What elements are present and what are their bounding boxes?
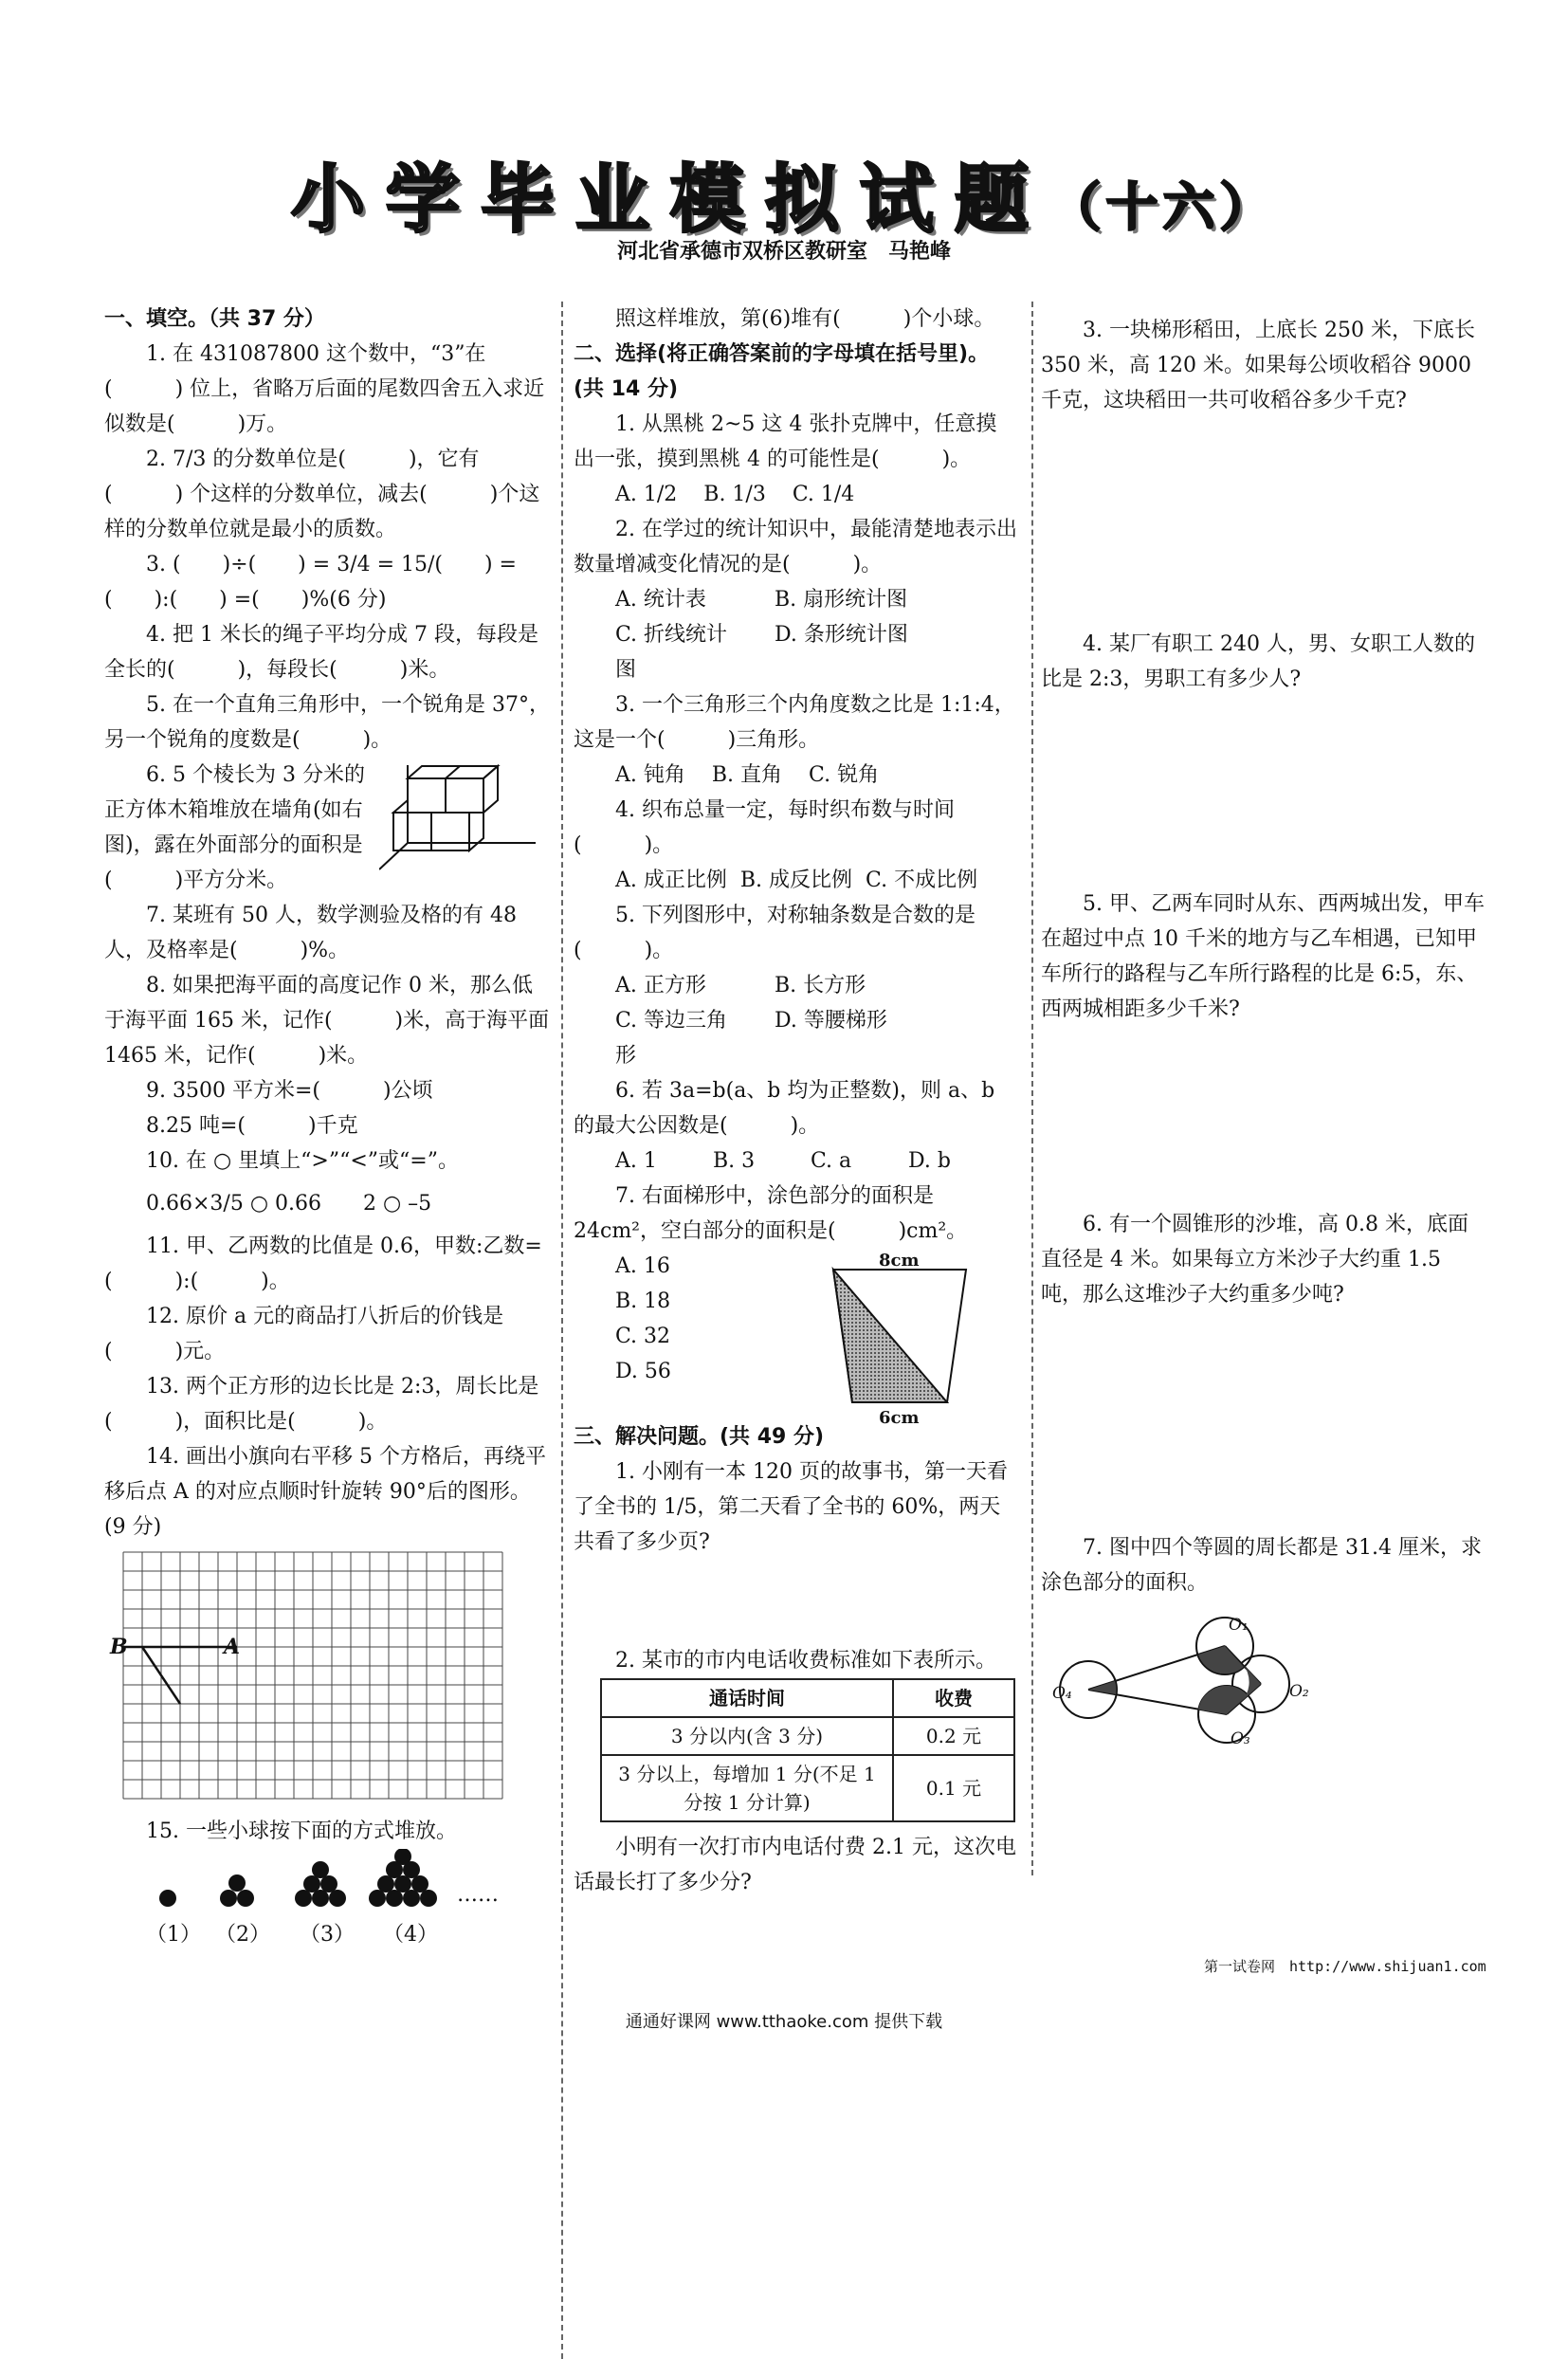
choice-5-options-b xyxy=(574,1003,1017,1073)
choice-7-options xyxy=(574,1249,824,1419)
option: A. 16 xyxy=(615,1254,670,1278)
question-1-15: 15. 一些小球按下面的方式堆放。 xyxy=(146,1820,457,1843)
cube-stack-figure xyxy=(379,758,540,871)
question-1-5: 5. 在一个直角三角形中，一个锐角是 37°，另一个锐角的度数是( )。 xyxy=(104,693,550,752)
problem-3: 3. 一块梯形稻田，上底长 250 米，下底长 350 米，高 120 米。如果每公顷收稻谷 9000 千克，这块稻田一共可收稻谷多少千克? xyxy=(1041,319,1475,412)
option: A. 成正比例 xyxy=(615,869,727,892)
o3-label: O₃ xyxy=(1231,1729,1250,1748)
column-1 xyxy=(104,302,550,1953)
top-base-label: 8cm xyxy=(879,1251,920,1271)
website-credit: 第一试卷网 http://www.shijuan1.com xyxy=(1204,1958,1486,1975)
option: C. 不成比例 xyxy=(866,869,978,892)
choice-4: 4. 织布总量一定，每时织布数与时间( )。 xyxy=(574,798,955,857)
choice-3: 3. 一个三角形三个内角度数之比是 1:1:4，这是一个( )三角形。 xyxy=(574,693,1015,752)
choice-7: 7. 右面梯形中，涂色部分的面积是 24cm²，空白部分的面积是( )cm²。 xyxy=(574,1184,968,1243)
option: A. 正方形 xyxy=(615,974,706,997)
page-title: 小学毕业模拟试题（十六） xyxy=(290,157,1277,243)
option: C. 锐角 xyxy=(809,763,880,787)
question-1-15-cont: 照这样堆放，第(6)堆有( )个小球。 xyxy=(615,307,995,331)
problem-6: 6. 有一个圆锥形的沙堆，高 0.8 米，底面直径是 4 米。如果每立方米沙子大约重 1.5 吨，那么这堆沙子大约重多少吨? xyxy=(1041,1213,1468,1307)
option: C. 等边三角形 xyxy=(615,1009,728,1068)
question-1-2: 2. 7/3 的分数单位是( )，它有( ) 个这样的分数单位，减去( )个这样的分数单位就是最小的质数。 xyxy=(104,448,540,541)
choice-2: 2. 在学过的统计知识中，最能清楚地表示出数量增减变化情况的是( )。 xyxy=(574,518,1017,576)
grid-figure xyxy=(104,1550,521,1806)
option: D. b xyxy=(908,1149,951,1173)
question-1-14: 14. 画出小旗向右平移 5 个方格后，再绕平移后点 A 的对应点顺时针旋转 90°后的图形。(9 分) xyxy=(104,1445,546,1539)
question-1-7: 7. 某班有 50 人，数学测验及格的有 48 人，及格率是( )%。 xyxy=(104,904,517,962)
choice-5: 5. 下列图形中，对称轴条数是合数的是( )。 xyxy=(574,904,975,962)
section-choice-heading: 二、选择(将正确答案前的字母填在括号里)。(共 14 分) xyxy=(574,342,990,401)
option: B. 扇形统计图 xyxy=(775,588,908,612)
choice-1: 1. 从黑桃 2~5 这 4 张扑克牌中，任意摸出一张，摸到黑桃 4 的可能性是( )。 xyxy=(574,412,997,471)
choice-1-options xyxy=(574,477,1017,512)
option: D. 条形统计图 xyxy=(775,623,908,647)
footer-credit: 通通好课网 www.tthaoke.com 提供下载 xyxy=(625,2012,943,2032)
table-header: 通话时间 xyxy=(601,1679,893,1717)
problem-5: 5. 甲、乙两车同时从东、西两城出发，甲车在超过中点 10 千米的地方与乙车相遇，已知甲车所行的路程与乙车所行路程的比是 6:5，东、西两城相距多少千米? xyxy=(1041,892,1485,1021)
fee-table xyxy=(600,1678,1015,1822)
option: A. 统计表 xyxy=(615,588,706,612)
option: C. 1/4 xyxy=(792,483,855,506)
section-problems-heading: 三、解决问题。(共 49 分) xyxy=(574,1425,825,1449)
question-1-12: 12. 原价 a 元的商品打八折后的价钱是( )元。 xyxy=(104,1305,504,1363)
bottom-base-label: 6cm xyxy=(879,1408,920,1428)
ellipsis: …… xyxy=(457,1883,499,1907)
table-cell: 3 分以上，每增加 1 分(不足 1 分按 1 分计算) xyxy=(601,1755,893,1821)
choice-5-options-a xyxy=(574,968,1017,1003)
column-divider-2 xyxy=(1031,302,1033,1875)
question-1-8: 8. 如果把海平面的高度记作 0 米，那么低于海平面 165 米，记作( )米，高于海平面 1465 米，记作( )米。 xyxy=(104,974,550,1068)
option: C. a xyxy=(811,1149,852,1173)
option: C. 32 xyxy=(615,1325,671,1348)
point-a-label: A xyxy=(224,1635,241,1659)
option: A. 钝角 xyxy=(615,763,685,787)
question-1-10-compare: 0.66×3/5 ○ 0.66 2 ○ –5 xyxy=(146,1192,432,1216)
choice-3-options xyxy=(574,758,1017,793)
column-divider-1 xyxy=(561,302,563,2359)
option: B. 成反比例 xyxy=(739,869,853,892)
question-1-6: 6. 5 个棱长为 3 分米的正方体木箱堆放在墙角(如右图)，露在外面部分的面积是( )平方分米。 xyxy=(104,763,365,892)
ball-stacks xyxy=(104,1849,502,1915)
question-1-9b: 8.25 吨=( )千克 xyxy=(146,1114,358,1138)
table-cell: 0.2 元 xyxy=(893,1717,1014,1755)
column-3 xyxy=(1041,302,1486,1750)
choice-6: 6. 若 3a=b(a、b 均为正整数)，则 a、b 的最大公因数是( )。 xyxy=(574,1079,995,1138)
grid-lines xyxy=(104,1550,521,1806)
option: B. 3 xyxy=(713,1149,756,1173)
ball-label-2: （2） xyxy=(215,1923,270,1947)
table-cell: 0.1 元 xyxy=(893,1755,1014,1821)
section-fill-in-heading: 一、填空。（共 37 分） xyxy=(104,307,325,331)
option: C. 折线统计图 xyxy=(615,623,728,682)
option: B. 长方形 xyxy=(775,974,866,997)
choice-2-options-a xyxy=(574,582,1017,617)
choice-7-block xyxy=(574,1249,1017,1428)
problem-4: 4. 某厂有职工 240 人，男、女职工人数的比是 2:3，男职工有多少人? xyxy=(1041,632,1475,691)
question-1-4: 4. 把 1 米长的绳子平均分成 7 段，每段是全长的( )，每段长( )米。 xyxy=(104,623,538,682)
table-header: 收费 xyxy=(893,1679,1014,1717)
choice-4-options xyxy=(574,863,1017,898)
question-1-10: 10. 在 ○ 里填上“>”“<”或“=”。 xyxy=(146,1149,459,1173)
question-1-11: 11. 甲、乙两数的比值是 0.6，甲数:乙数=( ):( )。 xyxy=(104,1234,542,1293)
question-1-13: 13. 两个正方形的边长比是 2:3，周长比是( )，面积比是( )。 xyxy=(104,1375,539,1434)
author-line: 河北省承德市双桥区教研室 马艳峰 xyxy=(616,240,951,264)
point-b-label: B xyxy=(110,1635,128,1659)
circles-figure xyxy=(1041,1608,1458,1750)
question-1-3: 3. ( )÷( ) = 3/4 = 15/( ) = ( ):( ) =( )%(6 分) xyxy=(104,553,517,612)
problem-2: 2. 某市的市内电话收费标准如下表所示。 xyxy=(615,1649,996,1673)
problem-7: 7. 图中四个等圆的周长都是 31.4 厘米，求涂色部分的面积。 xyxy=(1041,1536,1482,1595)
column-2 xyxy=(574,302,1017,1900)
o4-label: O₄ xyxy=(1052,1684,1072,1703)
option: B. 1/3 xyxy=(703,483,766,506)
ball-stacks-figure xyxy=(104,1849,550,1953)
table-cell: 3 分以内(含 3 分) xyxy=(601,1717,893,1755)
question-1-1: 1. 在 431087800 这个数中，“3”在( ) 位上，省略万后面的尾数四舍五入求近似数是( )万。 xyxy=(104,342,545,436)
ball-label-4: （4） xyxy=(383,1923,438,1947)
question-1-6-block xyxy=(104,758,550,898)
problem-1: 1. 小刚有一本 120 页的故事书，第一天看了全书的 1/5，第二天看了全书的 60%，两天共看了多少页? xyxy=(574,1460,1008,1554)
o1-label: O₁ xyxy=(1229,1616,1249,1635)
choice-6-options xyxy=(574,1143,1017,1179)
option: B. 直角 xyxy=(711,763,783,787)
question-1-9a: 9. 3500 平方米=( )公顷 xyxy=(146,1079,433,1103)
option: A. 1 xyxy=(615,1149,657,1173)
option: B. 18 xyxy=(615,1289,671,1313)
o2-label: O₂ xyxy=(1289,1682,1309,1701)
ball-label-3: （3） xyxy=(300,1923,355,1947)
option: D. 等腰梯形 xyxy=(775,1009,887,1033)
option: A. 1/2 xyxy=(615,483,678,506)
problem-2-question: 小明有一次打市内电话付费 2.1 元，这次电话最长打了多少分? xyxy=(574,1836,1016,1894)
choice-2-options-b xyxy=(574,617,1017,687)
ball-label-1: （1） xyxy=(146,1923,201,1947)
trapezoid-figure xyxy=(824,1249,975,1428)
option: D. 56 xyxy=(615,1360,671,1383)
